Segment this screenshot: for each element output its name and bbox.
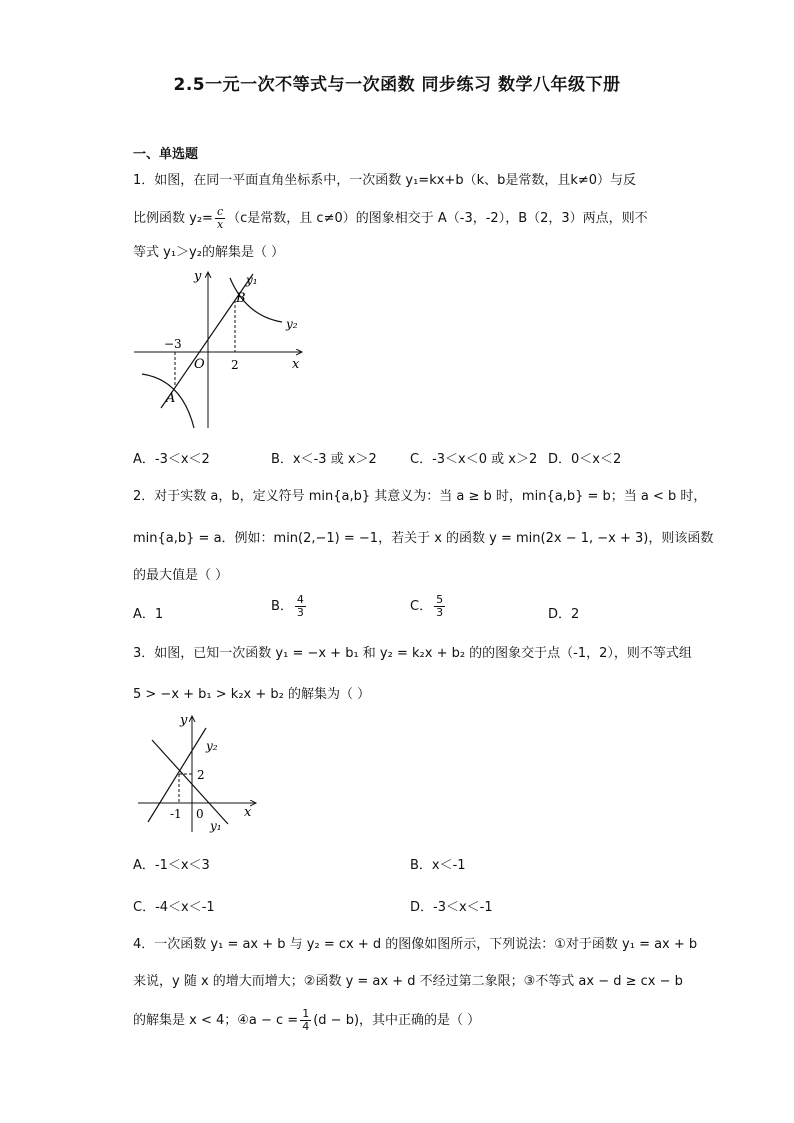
page-title: 2.5一元一次不等式与一次函数 同步练习 数学八年级下册	[173, 75, 621, 95]
q1-text-line-1: 1．如图，在同一平面直角坐标系中，一次函数 y₁=kx+b（k、b是常数，且k≠0）与反	[133, 173, 637, 188]
q1-curve-y1-label	[245, 273, 258, 287]
q3-option-d: D．-3＜x＜-1	[410, 900, 493, 915]
q1-line2-end: （c是常数，且 c≠0）的图象相交于 A（-3，-2），B（2，3）两点，则不	[227, 211, 648, 226]
q4-line3-start: 的解集是 x < 4；④a − c =	[133, 1013, 299, 1028]
q2-option-d: D．2	[548, 607, 580, 622]
q1-graph	[130, 268, 310, 432]
q2-option-c	[410, 594, 447, 619]
q1-tick-neg3: −3	[164, 337, 182, 351]
q4-fraction-denominator: 4	[302, 1020, 310, 1033]
q2-text-line-2: min{a,b} = a．例如：min(2,−1) = −1，若关于 x 的函数 y = min(2x − 1, −x + 3)，则该函数	[133, 531, 714, 546]
q1-line2-start: 比例函数 y₂=	[133, 211, 213, 226]
q3-text-line-2: 5 > −x + b₁ > k₂x + b₂ 的解集为（ ）	[133, 687, 371, 702]
q4-line3-end: (d − b)，其中正确的是（ ）	[313, 1013, 481, 1028]
q1-tick-2: 2	[231, 358, 239, 372]
q3-option-b: B．x＜-1	[410, 858, 466, 873]
section-heading: 一、单选题	[133, 147, 199, 162]
q3-y1-label: y₁	[210, 819, 222, 833]
q2-option-c-fraction	[434, 594, 445, 619]
q3-option-a: A．-1＜x＜3	[133, 858, 210, 873]
q1-fraction	[215, 206, 225, 231]
q1-curve-y1-text: y₁	[246, 273, 258, 287]
q2-option-b-denominator: 3	[296, 606, 304, 619]
q1-origin-label: O	[194, 357, 205, 372]
q1-option-d: D．0＜x＜2	[548, 452, 622, 467]
q3-graph	[134, 712, 262, 836]
q1-option-a: A．-3＜x＜2	[133, 452, 210, 467]
q3-origin-label: 0	[196, 807, 204, 821]
q1-point-b: B	[236, 291, 246, 306]
q1-y-label: y	[194, 269, 202, 284]
q4-fraction-numerator: 1	[302, 1007, 310, 1020]
q1-curve-y2-label	[285, 317, 298, 331]
q2-option-b	[271, 594, 308, 619]
q1-fraction-denominator: x	[216, 218, 224, 231]
q2-option-b-prefix: B．	[271, 599, 293, 614]
q4-text-line-2: 来说，y 随 x 的增大而增大；②函数 y = ax + d 不经过第二象限；③不等式 ax − d ≥ cx − b	[133, 974, 683, 989]
q3-option-c: C．-4＜x＜-1	[133, 900, 215, 915]
q2-option-a: A．1	[133, 607, 164, 622]
q2-text-line-1: 2．对于实数 a，b，定义符号 min{a,b} 其意义为：当 a ≥ b 时，min{a,b} = b；当 a < b 时，	[133, 489, 707, 504]
q1-text-line-2	[133, 206, 648, 231]
q2-option-b-fraction	[295, 594, 306, 619]
q3-text-line-1: 3．如图，已知一次函数 y₁ = −x + b₁ 和 y₂ = k₂x + b₂ 的的图象交于点（-1，2），则不等式组	[133, 646, 692, 661]
q3-x-label: x	[244, 805, 252, 820]
q1-curve-y2-text: y₂	[286, 317, 298, 331]
q2-option-c-denominator: 3	[436, 606, 444, 619]
q2-option-c-prefix: C．	[410, 599, 433, 614]
q1-text-line-3: 等式 y₁＞y₂的解集是（ ）	[133, 245, 285, 260]
q2-option-b-numerator: 4	[296, 593, 304, 606]
q4-text-line-1: 4．一次函数 y₁ = ax + b 与 y₂ = cx + d 的图像如图所示，下列说法：①对于函数 y₁ = ax + b	[133, 937, 698, 952]
q1-option-c: C．-3＜x＜0 或 x＞2	[410, 452, 538, 467]
q1-fraction-numerator: c	[216, 205, 224, 218]
q4-fraction	[300, 1008, 311, 1033]
q3-y-label: y	[180, 713, 188, 728]
q3-y2-label: y₂	[206, 739, 218, 753]
q2-option-c-numerator: 5	[436, 593, 444, 606]
q3-tick-2: 2	[197, 768, 205, 782]
q1-x-label: x	[292, 357, 300, 372]
q2-text-line-3: 的最大值是（ ）	[133, 568, 229, 583]
q4-text-line-3	[133, 1008, 480, 1033]
q1-point-a: A	[166, 391, 176, 406]
q1-option-b: B．x＜-3 或 x＞2	[271, 452, 377, 467]
q3-tick-neg1: -1	[170, 807, 182, 821]
